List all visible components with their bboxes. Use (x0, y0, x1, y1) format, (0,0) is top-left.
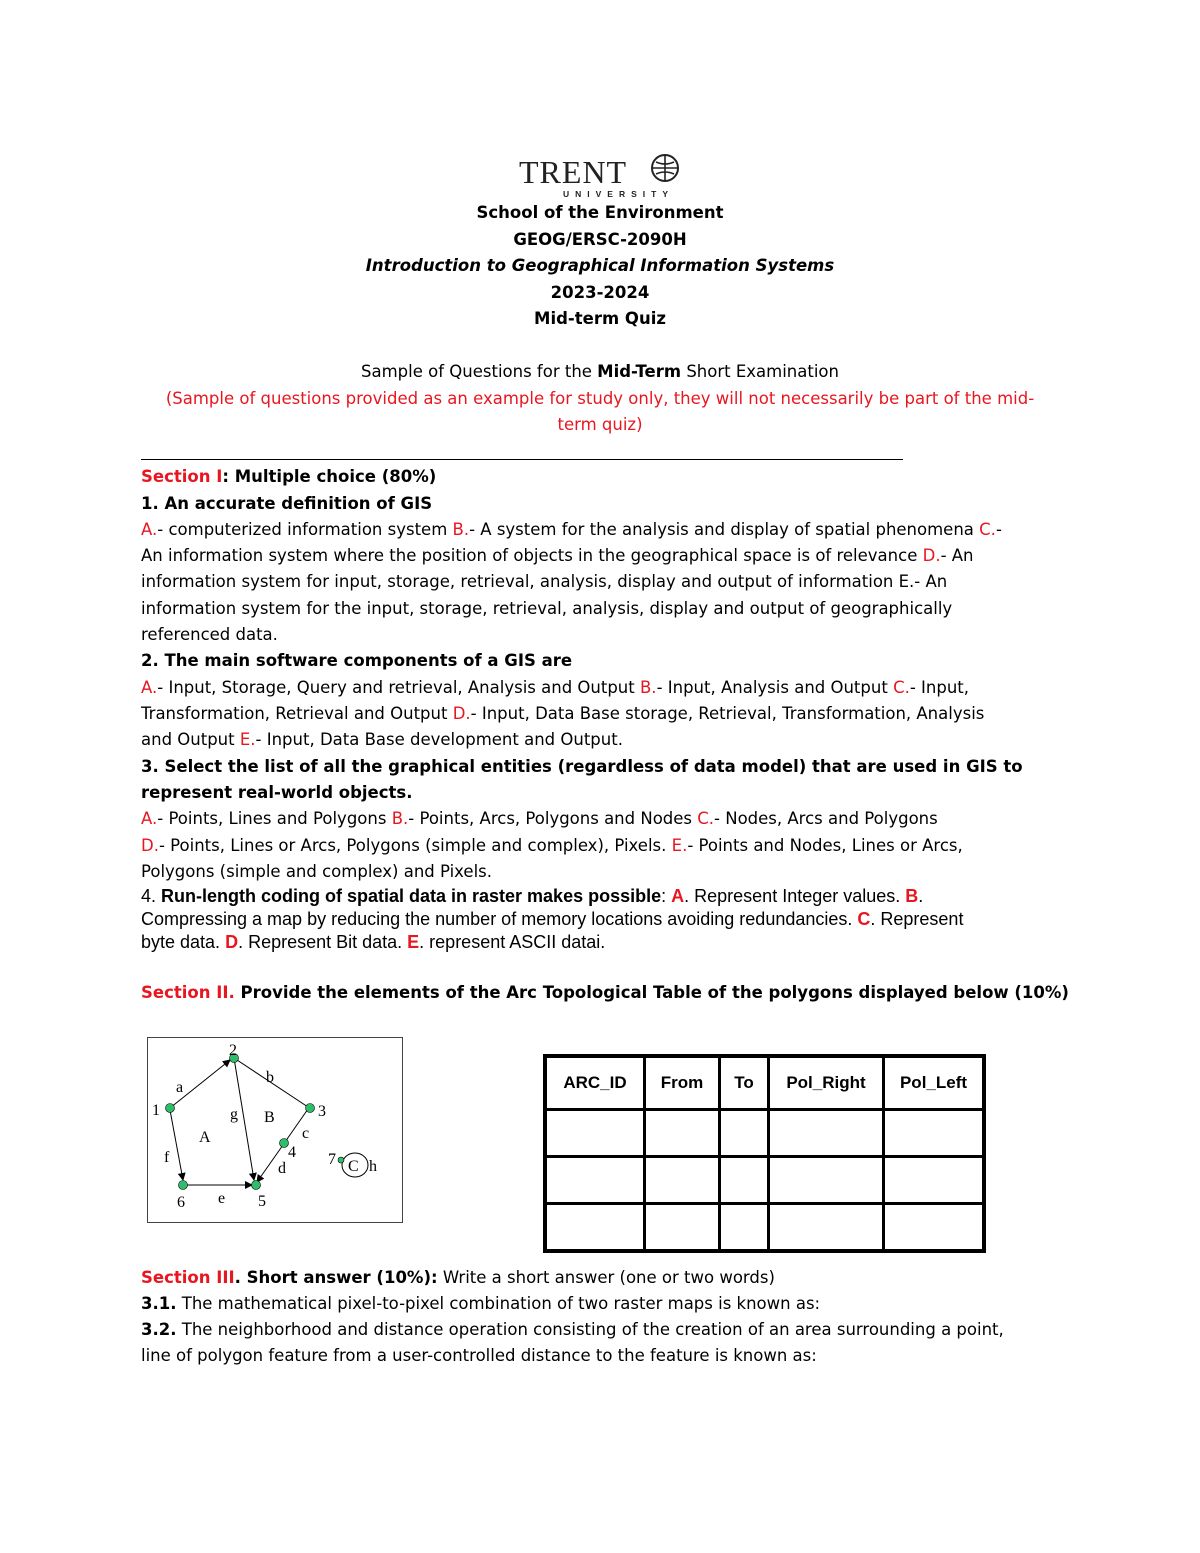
polygon-label: A (199, 1129, 211, 1146)
section-3-heading: Section III. Short answer (10%): Write a short answer (one or two words) (141, 1268, 775, 1287)
node-6 (179, 1181, 188, 1190)
table-cell[interactable] (769, 1110, 884, 1157)
school-name: School of the Environment (476, 203, 724, 222)
table-cell[interactable] (884, 1157, 985, 1204)
table-cell[interactable] (645, 1110, 720, 1157)
node-5 (252, 1181, 261, 1190)
polygon-topology-diagram (147, 1037, 403, 1223)
question-3-title: represent real-world objects. (141, 783, 413, 802)
question-3-2: 3.2. The neighborhood and distance operation consisting of the creation of an area surrounding a point, (141, 1320, 1004, 1339)
trent-university-logo (517, 150, 687, 200)
table-cell[interactable] (884, 1204, 985, 1252)
node-label: 2 (229, 1042, 237, 1059)
course-code: GEOG/ERSC-2090H (513, 230, 687, 249)
question-2-line: A.- Input, Storage, Query and retrieval, Analysis and Output B.- Input, Analysis and Output C.- Input, (141, 678, 970, 697)
polygon-label: C (348, 1158, 359, 1175)
column-header: ARC_ID (545, 1056, 645, 1110)
table-cell[interactable] (769, 1204, 884, 1252)
node-label: 1 (152, 1102, 160, 1119)
section-2-heading: Section II. Provide the elements of the Arc Topological Table of the polygons displayed below (10%) (141, 983, 1069, 1002)
table-cell[interactable] (720, 1110, 769, 1157)
svg-text:TRENT: TRENT (519, 154, 628, 190)
table-header-row (545, 1056, 984, 1110)
disclaimer-line-2: term quiz) (557, 415, 643, 434)
node-label: 6 (177, 1194, 185, 1211)
question-1-line: A.- computerized information system B.- A system for the analysis and display of spatial phenomena C.- (141, 520, 1002, 539)
table-row (545, 1110, 984, 1157)
node-label: 4 (288, 1144, 296, 1161)
table-cell[interactable] (645, 1157, 720, 1204)
table-cell[interactable] (769, 1157, 884, 1204)
divider (141, 459, 903, 460)
question-4-line: byte data. D. Represent Bit data. E. represent ASCII datai. (141, 932, 606, 952)
intro-line: Sample of Questions for the Mid-Term Short Examination (361, 362, 839, 381)
course-title: Introduction to Geographical Information Systems (365, 256, 835, 275)
polygon-label: B (264, 1109, 275, 1126)
section-1-heading: Section I: Multiple choice (80%) (141, 467, 437, 486)
quiz-title: Mid-term Quiz (534, 309, 666, 328)
arc-label: h (369, 1158, 377, 1175)
node-3 (306, 1104, 315, 1113)
table-cell[interactable] (720, 1157, 769, 1204)
arc-label: f (164, 1149, 170, 1166)
question-1-line: An information system where the position of objects in the geographical space is of relevance D.- An (141, 546, 974, 565)
arc-label: e (218, 1190, 226, 1207)
crest-icon (652, 155, 678, 181)
node-label: 7 (328, 1151, 336, 1168)
question-3-line: Polygons (simple and complex) and Pixels. (141, 862, 493, 881)
arc-f (170, 1110, 183, 1180)
arc-label: c (302, 1125, 310, 1142)
question-1-line: referenced data. (141, 625, 278, 644)
question-2-line: and Output E.- Input, Data Base development and Output. (141, 730, 623, 749)
academic-year: 2023-2024 (550, 283, 650, 302)
column-header: Pol_Left (884, 1056, 985, 1110)
arc-label: a (176, 1079, 184, 1096)
column-header: Pol_Right (769, 1056, 884, 1110)
table-cell[interactable] (545, 1204, 645, 1252)
table-row (545, 1204, 984, 1252)
table-cell[interactable] (545, 1157, 645, 1204)
question-4-line: 4. Run-length coding of spatial data in raster makes possible: A. Represent Integer values. B. (141, 886, 924, 906)
arc-label: b (266, 1069, 274, 1086)
question-3-1: 3.1. The mathematical pixel-to-pixel combination of two raster maps is known as: (141, 1294, 821, 1313)
node-label: 5 (258, 1193, 266, 1210)
disclaimer-line-1: (Sample of questions provided as an example for study only, they will not necessarily be part of the mid- (165, 389, 1035, 408)
table-cell[interactable] (645, 1204, 720, 1252)
question-1-line: information system for input, storage, retrieval, analysis, display and output of information E.- An (141, 572, 948, 591)
question-3-title: 3. Select the list of all the graphical entities (regardless of data model) that are used in GIS to (141, 757, 1023, 776)
question-3-line: A.- Points, Lines and Polygons B.- Points, Arcs, Polygons and Nodes C.- Nodes, Arcs and Polygons (141, 809, 938, 828)
question-1-line: information system for the input, storage, retrieval, analysis, display and output of geographically (141, 599, 953, 618)
table-cell[interactable] (884, 1110, 985, 1157)
node-1 (166, 1104, 175, 1113)
table-cell[interactable] (720, 1204, 769, 1252)
arc-topology-table (543, 1054, 986, 1253)
question-4-line: Compressing a map by reducing the number of memory locations avoiding redundancies. C. Represent (141, 909, 964, 929)
arc-label: g (230, 1106, 238, 1123)
svg-text:UNIVERSITY: UNIVERSITY (563, 189, 675, 199)
table-cell[interactable] (545, 1110, 645, 1157)
question-1-title: 1. An accurate definition of GIS (141, 494, 433, 513)
node-7 (338, 1157, 344, 1163)
question-2-title: 2. The main software components of a GIS are (141, 651, 573, 670)
arc-label: d (278, 1160, 286, 1177)
question-3-line: D.- Points, Lines or Arcs, Polygons (simple and complex), Pixels. E.- Points and Nodes, Lines or Arcs, (141, 836, 963, 855)
node-label: 3 (318, 1103, 326, 1120)
table-row (545, 1157, 984, 1204)
column-header: To (720, 1056, 769, 1110)
column-header: From (645, 1056, 720, 1110)
question-3-2-continued: line of polygon feature from a user-controlled distance to the feature is known as: (141, 1346, 817, 1365)
question-2-line: Transformation, Retrieval and Output D.- Input, Data Base storage, Retrieval, Transformation, Analysis (141, 704, 985, 723)
